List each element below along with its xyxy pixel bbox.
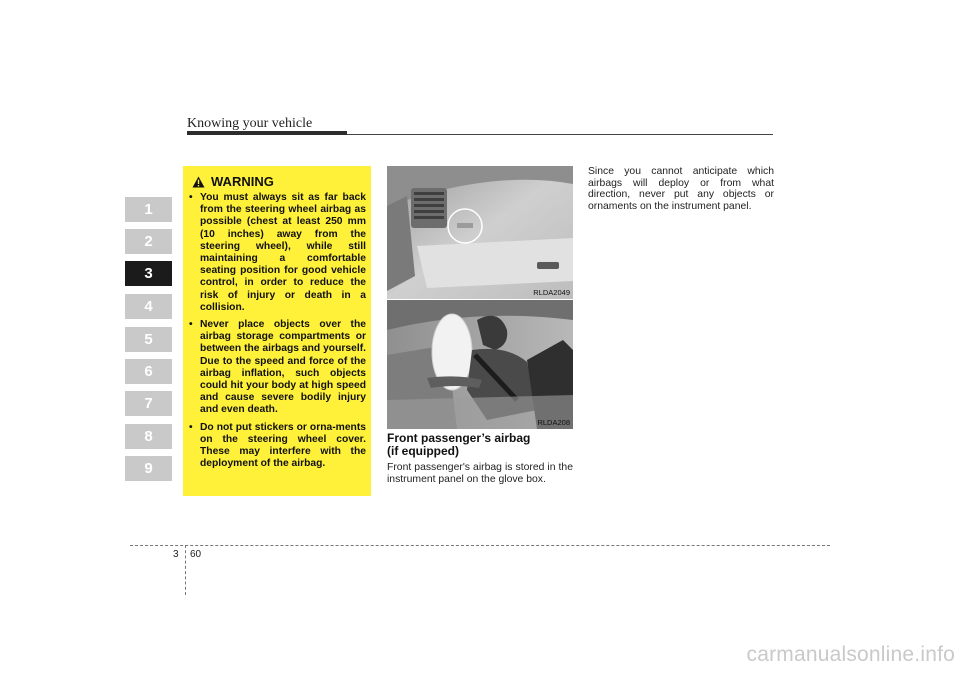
figure-label: RLDA208: [537, 418, 570, 427]
chapter-tab-4[interactable]: 4: [125, 294, 172, 319]
page-number: 60: [190, 549, 202, 560]
warning-list: [189, 192, 366, 475]
section-heading: [387, 432, 573, 458]
chapter-tab-8[interactable]: 8: [125, 424, 172, 449]
right-column-body: Since you cannot anticipate which airbags will deploy or from what direction, never put any objects or ornaments on the instrument panel.: [588, 166, 774, 212]
chapter-tab-7[interactable]: 7: [125, 391, 172, 416]
warning-item: • You must always sit as far back from the steering wheel airbag as possible (chest at least 250 mm (10 inches) away from the steering wheel), while still maintaining a comfortable seating position for good vehicle control, in order to reduce the risk of injury or death in a collision.: [189, 192, 366, 314]
dashboard-illustration: [387, 166, 573, 299]
footer-divider: [185, 545, 186, 595]
page-chapter-number: 3: [173, 549, 179, 560]
chapter-tab-5[interactable]: 5: [125, 327, 172, 352]
warning-item: • Do not put stickers or orna-ments on the steering wheel cover. These may interfere with the deployment of the airbag.: [189, 422, 366, 471]
section-heading-line: (if equipped): [387, 444, 459, 458]
warning-heading: [192, 174, 274, 189]
section-heading-line: Front passenger’s airbag: [387, 431, 531, 445]
section-body: Front passenger's airbag is stored in the instrument panel on the glove box.: [387, 462, 573, 485]
header-rule-accent: [187, 131, 347, 135]
warning-item: • Never place objects over the airbag storage compartments or between the airbags and yourself. Due to the speed and force of the airbag inflation, such objects could hit your body at high speed and cause severe bodily injury and even death.: [189, 319, 366, 417]
chapter-tab-9[interactable]: 9: [125, 456, 172, 481]
figure-dashboard: [387, 166, 573, 299]
warning-triangle-icon: [192, 176, 205, 188]
watermark: carmanualsonline.info: [746, 643, 955, 666]
header-title: Knowing your vehicle: [187, 116, 313, 131]
chapter-tab-3[interactable]: 3: [125, 261, 172, 286]
chapter-tab-1[interactable]: 1: [125, 197, 172, 222]
airbag-deployment-illustration: [387, 300, 573, 429]
chapter-tab-6[interactable]: 6: [125, 359, 172, 384]
chapter-tab-2[interactable]: 2: [125, 229, 172, 254]
footer-rule: [130, 545, 830, 546]
figure-label: RLDA2049: [533, 288, 570, 297]
warning-title: WARNING: [211, 174, 274, 189]
figure-airbag-deployment: [387, 300, 573, 429]
